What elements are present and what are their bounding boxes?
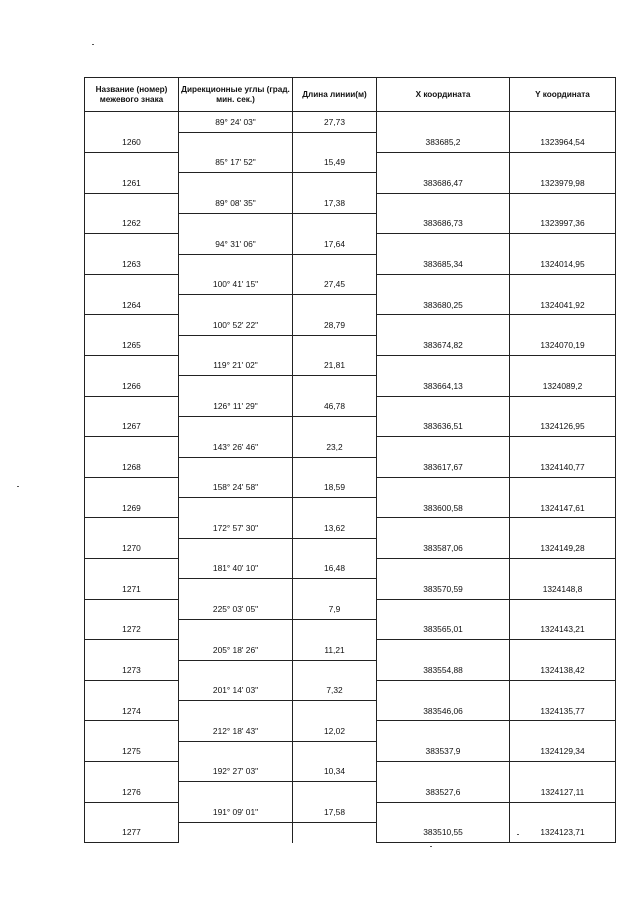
table-row-point bbox=[85, 416, 616, 436]
table-row-point bbox=[85, 498, 616, 518]
table-row-segment bbox=[85, 396, 616, 416]
y-coordinate-cell bbox=[510, 234, 616, 254]
x-coordinate-cell: 383600,58 bbox=[377, 498, 510, 518]
table-row-segment bbox=[85, 153, 616, 173]
mark-name-cell: 1269 bbox=[85, 498, 179, 518]
line-length-cell: 23,2 bbox=[293, 437, 377, 457]
x-coordinate-cell: 383685,2 bbox=[377, 132, 510, 152]
y-coordinate-cell bbox=[510, 396, 616, 416]
direction-angle-cell: 143° 26' 46" bbox=[179, 437, 293, 457]
y-coordinate-cell bbox=[510, 599, 616, 619]
line-length-cell bbox=[293, 538, 377, 558]
mark-name-cell bbox=[85, 680, 179, 700]
y-coordinate-cell bbox=[510, 193, 616, 213]
y-coordinate-cell bbox=[510, 356, 616, 376]
y-coordinate-cell bbox=[510, 112, 616, 133]
line-length-cell bbox=[293, 498, 377, 518]
direction-angle-cell: 100° 41' 15" bbox=[179, 274, 293, 294]
direction-angle-cell bbox=[179, 254, 293, 274]
line-length-cell bbox=[293, 579, 377, 599]
mark-name-cell: 1276 bbox=[85, 782, 179, 802]
mark-name-cell: 1271 bbox=[85, 579, 179, 599]
line-length-cell: 17,58 bbox=[293, 802, 377, 822]
line-length-cell: 11,21 bbox=[293, 640, 377, 660]
mark-name-cell: 1266 bbox=[85, 376, 179, 396]
header-line-length: Длина линии(м) bbox=[293, 78, 377, 112]
x-coordinate-cell: 383685,34 bbox=[377, 254, 510, 274]
direction-angle-cell: 100° 52' 22" bbox=[179, 315, 293, 335]
line-length-cell: 10,34 bbox=[293, 762, 377, 782]
direction-angle-cell: 191° 09' 01" bbox=[179, 802, 293, 822]
y-coordinate-cell bbox=[510, 518, 616, 538]
direction-angle-cell: 119° 21' 02" bbox=[179, 356, 293, 376]
table-row-segment bbox=[85, 762, 616, 782]
x-coordinate-cell bbox=[377, 396, 510, 416]
mark-name-cell: 1261 bbox=[85, 173, 179, 193]
y-coordinate-cell bbox=[510, 721, 616, 741]
y-coordinate-cell: 1324129,34 bbox=[510, 741, 616, 761]
table-row-segment bbox=[85, 721, 616, 741]
x-coordinate-cell: 383587,06 bbox=[377, 538, 510, 558]
mark-name-cell: 1262 bbox=[85, 213, 179, 233]
header-direction-angle: Дирекционные углы (град. мин. сек.) bbox=[179, 78, 293, 112]
direction-angle-cell: 201° 14' 03" bbox=[179, 680, 293, 700]
line-length-cell bbox=[293, 741, 377, 761]
direction-angle-cell: 89° 24' 03" bbox=[179, 112, 293, 133]
direction-angle-cell: 172° 57' 30" bbox=[179, 518, 293, 538]
x-coordinate-cell bbox=[377, 315, 510, 335]
mark-name-cell: 1260 bbox=[85, 132, 179, 152]
mark-name-cell: 1277 bbox=[85, 822, 179, 842]
mark-name-cell: 1273 bbox=[85, 660, 179, 680]
table-row-segment bbox=[85, 640, 616, 660]
direction-angle-cell bbox=[179, 782, 293, 802]
x-coordinate-cell: 383680,25 bbox=[377, 295, 510, 315]
x-coordinate-cell: 383510,55 bbox=[377, 822, 510, 842]
x-coordinate-cell bbox=[377, 153, 510, 173]
y-coordinate-cell: 1324143,21 bbox=[510, 619, 616, 639]
table-row-segment bbox=[85, 559, 616, 579]
line-length-cell bbox=[293, 619, 377, 639]
mark-name-cell bbox=[85, 477, 179, 497]
direction-angle-cell bbox=[179, 498, 293, 518]
line-length-cell: 27,45 bbox=[293, 274, 377, 294]
mark-name-cell bbox=[85, 193, 179, 213]
scan-speck bbox=[17, 486, 19, 487]
table-row-point bbox=[85, 579, 616, 599]
y-coordinate-cell: 1324149,28 bbox=[510, 538, 616, 558]
mark-name-cell: 1274 bbox=[85, 701, 179, 721]
scan-speck bbox=[92, 44, 94, 45]
x-coordinate-cell: 383565,01 bbox=[377, 619, 510, 639]
table-body bbox=[85, 112, 616, 843]
direction-angle-cell bbox=[179, 538, 293, 558]
y-coordinate-cell: 1324089,2 bbox=[510, 376, 616, 396]
direction-angle-cell bbox=[179, 457, 293, 477]
mark-name-cell: 1272 bbox=[85, 619, 179, 639]
table-row-point bbox=[85, 822, 616, 842]
mark-name-cell bbox=[85, 437, 179, 457]
line-length-cell: 27,73 bbox=[293, 112, 377, 133]
x-coordinate-cell: 383686,47 bbox=[377, 173, 510, 193]
table-row-point bbox=[85, 295, 616, 315]
x-coordinate-cell: 383664,13 bbox=[377, 376, 510, 396]
y-coordinate-cell: 1324126,95 bbox=[510, 416, 616, 436]
direction-angle-cell bbox=[179, 619, 293, 639]
table-row-point bbox=[85, 741, 616, 761]
line-length-cell: 21,81 bbox=[293, 356, 377, 376]
y-coordinate-cell: 1324147,61 bbox=[510, 498, 616, 518]
direction-angle-cell: 212° 18' 43" bbox=[179, 721, 293, 741]
x-coordinate-cell: 383686,73 bbox=[377, 213, 510, 233]
line-length-cell: 13,62 bbox=[293, 518, 377, 538]
y-coordinate-cell: 1324127,11 bbox=[510, 782, 616, 802]
table-row-point bbox=[85, 538, 616, 558]
x-coordinate-cell bbox=[377, 112, 510, 133]
line-length-cell bbox=[293, 457, 377, 477]
y-coordinate-cell bbox=[510, 640, 616, 660]
y-coordinate-cell: 1323997,36 bbox=[510, 213, 616, 233]
direction-angle-cell bbox=[179, 416, 293, 436]
table-row-point bbox=[85, 254, 616, 274]
direction-angle-cell bbox=[179, 660, 293, 680]
x-coordinate-cell bbox=[377, 721, 510, 741]
line-length-cell bbox=[293, 701, 377, 721]
table-row-segment bbox=[85, 802, 616, 822]
y-coordinate-cell: 1323964,54 bbox=[510, 132, 616, 152]
line-length-cell bbox=[293, 132, 377, 152]
mark-name-cell: 1275 bbox=[85, 741, 179, 761]
x-coordinate-cell: 383554,88 bbox=[377, 660, 510, 680]
x-coordinate-cell: 383674,82 bbox=[377, 335, 510, 355]
mark-name-cell bbox=[85, 762, 179, 782]
line-length-cell: 7,32 bbox=[293, 680, 377, 700]
line-length-cell: 15,49 bbox=[293, 153, 377, 173]
direction-angle-cell bbox=[179, 701, 293, 721]
table-row-point bbox=[85, 376, 616, 396]
x-coordinate-cell: 383570,59 bbox=[377, 579, 510, 599]
direction-angle-cell: 94° 31' 06" bbox=[179, 234, 293, 254]
direction-angle-cell bbox=[179, 132, 293, 152]
direction-angle-cell bbox=[179, 579, 293, 599]
header-y-coordinate: Y координата bbox=[510, 78, 616, 112]
y-coordinate-cell bbox=[510, 437, 616, 457]
y-coordinate-cell bbox=[510, 680, 616, 700]
direction-angle-cell: 89° 08' 35" bbox=[179, 193, 293, 213]
table-row-segment bbox=[85, 680, 616, 700]
table-row-point bbox=[85, 782, 616, 802]
line-length-cell: 28,79 bbox=[293, 315, 377, 335]
boundary-marks-table bbox=[84, 77, 616, 843]
table-row-segment bbox=[85, 437, 616, 457]
y-coordinate-cell bbox=[510, 477, 616, 497]
x-coordinate-cell bbox=[377, 274, 510, 294]
direction-angle-cell: 126° 11' 29" bbox=[179, 396, 293, 416]
y-coordinate-cell: 1324123,71 bbox=[510, 822, 616, 842]
direction-angle-cell bbox=[179, 376, 293, 396]
table-row-segment bbox=[85, 274, 616, 294]
x-coordinate-cell: 383617,67 bbox=[377, 457, 510, 477]
direction-angle-cell: 225° 03' 05" bbox=[179, 599, 293, 619]
y-coordinate-cell bbox=[510, 559, 616, 579]
x-coordinate-cell bbox=[377, 802, 510, 822]
table-row-segment bbox=[85, 193, 616, 213]
y-coordinate-cell: 1324148,8 bbox=[510, 579, 616, 599]
line-length-cell bbox=[293, 416, 377, 436]
mark-name-cell bbox=[85, 234, 179, 254]
direction-angle-cell bbox=[179, 213, 293, 233]
direction-angle-cell bbox=[179, 335, 293, 355]
y-coordinate-cell: 1324014,95 bbox=[510, 254, 616, 274]
line-length-cell: 17,38 bbox=[293, 193, 377, 213]
line-length-cell bbox=[293, 335, 377, 355]
table-row-point bbox=[85, 213, 616, 233]
table-row-segment bbox=[85, 356, 616, 376]
table-row-point bbox=[85, 335, 616, 355]
table-row-segment bbox=[85, 234, 616, 254]
mark-name-cell bbox=[85, 274, 179, 294]
mark-name-cell bbox=[85, 802, 179, 822]
header-mark-name: Название (номер) межевого знака bbox=[85, 78, 179, 112]
mark-name-cell: 1267 bbox=[85, 416, 179, 436]
x-coordinate-cell bbox=[377, 437, 510, 457]
mark-name-cell bbox=[85, 112, 179, 133]
y-coordinate-cell bbox=[510, 762, 616, 782]
direction-angle-cell: 85° 17' 52" bbox=[179, 153, 293, 173]
x-coordinate-cell bbox=[377, 356, 510, 376]
x-coordinate-cell bbox=[377, 193, 510, 213]
line-length-cell: 12,02 bbox=[293, 721, 377, 741]
x-coordinate-cell bbox=[377, 234, 510, 254]
direction-angle-cell: 181° 40' 10" bbox=[179, 559, 293, 579]
table-row-segment bbox=[85, 315, 616, 335]
x-coordinate-cell bbox=[377, 680, 510, 700]
mark-name-cell: 1270 bbox=[85, 538, 179, 558]
line-length-cell bbox=[293, 295, 377, 315]
y-coordinate-cell: 1324140,77 bbox=[510, 457, 616, 477]
line-length-cell bbox=[293, 254, 377, 274]
mark-name-cell bbox=[85, 599, 179, 619]
y-coordinate-cell bbox=[510, 153, 616, 173]
mark-name-cell bbox=[85, 559, 179, 579]
x-coordinate-cell: 383527,6 bbox=[377, 782, 510, 802]
line-length-cell bbox=[293, 376, 377, 396]
mark-name-cell bbox=[85, 315, 179, 335]
table-row-segment bbox=[85, 477, 616, 497]
line-length-cell bbox=[293, 822, 377, 842]
x-coordinate-cell bbox=[377, 599, 510, 619]
mark-name-cell bbox=[85, 396, 179, 416]
line-length-cell: 7,9 bbox=[293, 599, 377, 619]
table-row-point bbox=[85, 619, 616, 639]
direction-angle-cell bbox=[179, 741, 293, 761]
header-x-coordinate: X координата bbox=[377, 78, 510, 112]
mark-name-cell: 1268 bbox=[85, 457, 179, 477]
direction-angle-cell bbox=[179, 822, 293, 842]
x-coordinate-cell bbox=[377, 477, 510, 497]
direction-angle-cell: 205° 18' 26" bbox=[179, 640, 293, 660]
mark-name-cell bbox=[85, 356, 179, 376]
x-coordinate-cell bbox=[377, 640, 510, 660]
line-length-cell bbox=[293, 660, 377, 680]
x-coordinate-cell: 383537,9 bbox=[377, 741, 510, 761]
direction-angle-cell bbox=[179, 295, 293, 315]
line-length-cell: 46,78 bbox=[293, 396, 377, 416]
table-row-point bbox=[85, 457, 616, 477]
mark-name-cell bbox=[85, 153, 179, 173]
x-coordinate-cell bbox=[377, 518, 510, 538]
direction-angle-cell: 192° 27' 03" bbox=[179, 762, 293, 782]
table-row-segment bbox=[85, 112, 616, 133]
y-coordinate-cell: 1323979,98 bbox=[510, 173, 616, 193]
line-length-cell bbox=[293, 782, 377, 802]
x-coordinate-cell: 383546,06 bbox=[377, 701, 510, 721]
y-coordinate-cell: 1324041,92 bbox=[510, 295, 616, 315]
table-row-point bbox=[85, 173, 616, 193]
mark-name-cell bbox=[85, 640, 179, 660]
y-coordinate-cell bbox=[510, 802, 616, 822]
y-coordinate-cell: 1324135,77 bbox=[510, 701, 616, 721]
table-row-segment bbox=[85, 518, 616, 538]
direction-angle-cell: 158° 24' 58" bbox=[179, 477, 293, 497]
table-row-point bbox=[85, 132, 616, 152]
x-coordinate-cell bbox=[377, 559, 510, 579]
line-length-cell: 17,64 bbox=[293, 234, 377, 254]
y-coordinate-cell bbox=[510, 315, 616, 335]
mark-name-cell: 1264 bbox=[85, 295, 179, 315]
x-coordinate-cell bbox=[377, 762, 510, 782]
line-length-cell: 16,48 bbox=[293, 559, 377, 579]
mark-name-cell bbox=[85, 518, 179, 538]
scan-speck bbox=[430, 846, 432, 847]
table-row-segment bbox=[85, 599, 616, 619]
line-length-cell: 18,59 bbox=[293, 477, 377, 497]
table-header-row bbox=[85, 78, 616, 112]
mark-name-cell bbox=[85, 721, 179, 741]
table-row-point bbox=[85, 660, 616, 680]
mark-name-cell: 1265 bbox=[85, 335, 179, 355]
y-coordinate-cell bbox=[510, 274, 616, 294]
direction-angle-cell bbox=[179, 173, 293, 193]
y-coordinate-cell: 1324138,42 bbox=[510, 660, 616, 680]
line-length-cell bbox=[293, 213, 377, 233]
x-coordinate-cell: 383636,51 bbox=[377, 416, 510, 436]
table-row-point bbox=[85, 701, 616, 721]
line-length-cell bbox=[293, 173, 377, 193]
y-coordinate-cell: 1324070,19 bbox=[510, 335, 616, 355]
mark-name-cell: 1263 bbox=[85, 254, 179, 274]
